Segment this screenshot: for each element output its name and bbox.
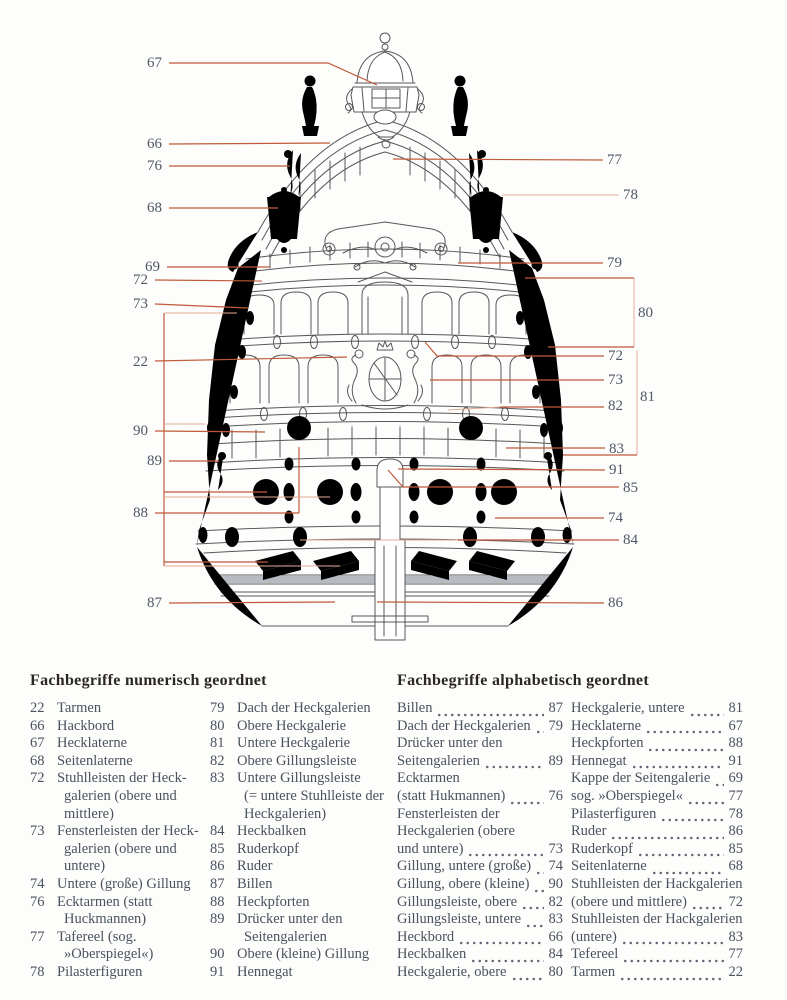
term-text: Hennegat (571, 752, 627, 769)
callout-number-79: 79 (607, 255, 622, 271)
dot-leader (631, 757, 724, 770)
alpha-entry-line (397, 964, 563, 982)
dot-leader (714, 775, 724, 788)
callout-number-77: 77 (607, 152, 622, 168)
alpha-entry-line (571, 894, 743, 912)
term-number: 74 (548, 858, 563, 875)
numeric-entry-line (30, 911, 206, 929)
term-number: 78 (30, 963, 45, 980)
dot-leader (645, 722, 724, 735)
dot-leader (621, 933, 724, 946)
term-number: 89 (210, 911, 225, 928)
term-text: Billen (237, 875, 273, 892)
term-number: 88 (210, 893, 225, 910)
leader-line-66 (169, 143, 330, 144)
dot-leader (637, 845, 724, 858)
term-text: Tefereel (571, 946, 619, 963)
term-text: Hecklaterne (571, 717, 642, 734)
term-text: Tarmen (571, 963, 616, 980)
numeric-entry-line (210, 700, 380, 718)
alpha-entry-line (571, 770, 743, 788)
term-text: Obere (kleine) Gillung (237, 946, 370, 963)
callout-number-90: 90 (133, 423, 148, 439)
term-text: Billen (397, 700, 433, 716)
term-text: Stuhlleisten der Heck- (57, 770, 187, 787)
alpha-entry-line (571, 841, 743, 859)
term-text: Ruder (571, 823, 607, 840)
term-text: (obere und mittlere) (571, 893, 687, 910)
alpha-entry-line (397, 788, 563, 806)
numeric-entry-line (210, 894, 380, 912)
term-number: 77 (728, 946, 743, 963)
term-text: sog. »Oberspiegel« (571, 787, 683, 804)
numeric-entry-line (30, 806, 206, 824)
term-text: Hennegat (237, 963, 293, 980)
term-number: 86 (210, 858, 225, 875)
callout-number-72: 72 (133, 272, 148, 288)
numeric-entry-line (210, 735, 380, 753)
alpha-entry-line (571, 964, 743, 982)
numeric-entry-line (30, 858, 206, 876)
term-text: Obere Gillungsleiste (237, 752, 357, 769)
term-text: Pilasterfiguren (571, 805, 657, 822)
term-text: Dach der Heckgalerien (237, 700, 371, 716)
alpha-entry-line (397, 753, 563, 771)
leader-line-86 (377, 602, 604, 603)
term-text: Tarmen (57, 700, 102, 716)
alpha-entry-line (571, 876, 743, 894)
numeric-entry-line (210, 858, 380, 876)
term-number: 67 (30, 735, 45, 752)
term-number: 72 (728, 893, 743, 910)
numeric-col-1 (30, 700, 206, 982)
term-number: 76 (30, 893, 45, 910)
term-number: 82 (210, 752, 225, 769)
term-text: Drücker unter den (237, 911, 343, 928)
alpha-col-2 (571, 700, 743, 982)
term-text: Gillung, obere (kleine) (397, 875, 530, 892)
dot-leader (436, 705, 544, 718)
term-text: Heckpforten (237, 893, 310, 910)
term-text: Seitengalerien (397, 752, 480, 769)
term-text: Ecktarmen (397, 770, 460, 787)
term-text: (statt Hukmannen) (397, 787, 506, 804)
dot-leader (689, 705, 724, 718)
term-text: Untere (große) Gillung (57, 875, 191, 892)
term-text: und untere) (397, 840, 464, 857)
dot-leader (521, 898, 544, 911)
term-number: 79 (548, 717, 563, 734)
term-text: Untere Gillungsleiste (237, 770, 361, 787)
alpha-entry-line (571, 823, 743, 841)
numeric-entry-line (30, 718, 206, 736)
term-text: Heckgalerie, untere (571, 700, 685, 716)
term-number: 84 (210, 823, 225, 840)
callout-number-84: 84 (623, 532, 638, 548)
term-text: Seitenlaterne (571, 858, 647, 875)
alpha-entry-line (571, 718, 743, 736)
term-number: 80 (210, 717, 225, 734)
term-text: Seitengalerien (244, 928, 327, 945)
callout-number-82: 82 (608, 398, 623, 414)
leader-line-87 (169, 602, 335, 603)
term-number: 87 (548, 700, 563, 716)
callout-number-72: 72 (608, 348, 623, 364)
numeric-entry-line (30, 823, 206, 841)
alpha-entry-line (397, 718, 563, 736)
callout-number-73: 73 (608, 372, 623, 388)
callout-number-73: 73 (133, 296, 148, 312)
term-number: 85 (728, 840, 743, 857)
callout-number-74: 74 (608, 510, 623, 526)
term-number: 22 (728, 963, 743, 980)
term-text: Drücker unter den (397, 735, 503, 752)
numeric-entry-line (30, 929, 206, 947)
numeric-entry-line (210, 841, 380, 859)
alpha-entry-line (397, 911, 563, 929)
callout-number-67: 67 (147, 55, 162, 71)
term-number: 72 (30, 770, 45, 787)
term-text: untere) (64, 858, 106, 875)
term-number: 68 (30, 752, 45, 769)
term-number: 87 (210, 875, 225, 892)
numeric-entry-line (210, 770, 380, 788)
dot-leader (691, 898, 724, 911)
callout-number-66: 66 (147, 136, 162, 152)
numeric-entry-line (210, 787, 384, 806)
term-number: 22 (30, 700, 45, 716)
term-number: 81 (728, 700, 743, 716)
term-number: 89 (548, 752, 563, 769)
term-text: Heckbalken (237, 823, 307, 840)
numeric-entry-line (30, 770, 206, 788)
numeric-entry-line (210, 718, 380, 736)
alpha-entry-line (571, 946, 743, 964)
dot-leader (511, 969, 545, 982)
term-text: Huckmannen) (64, 911, 147, 928)
term-number: 82 (548, 893, 563, 910)
term-number: 79 (210, 700, 225, 716)
numeric-col-2 (210, 700, 384, 982)
numeric-entry-line (30, 753, 206, 771)
alpha-entry-line (571, 735, 743, 753)
callout-number-85: 85 (623, 480, 638, 496)
term-text: Heckgalerie, obere (397, 963, 507, 980)
dot-leader (509, 793, 544, 806)
alpha-entry-line (397, 700, 563, 718)
term-number: 76 (548, 787, 563, 804)
alpha-col-1 (397, 700, 563, 982)
leader-line-91 (398, 469, 605, 470)
term-text: Heckgalerien) (244, 805, 327, 822)
alpha-entry-line (397, 735, 563, 753)
term-text: Ruderkopf (571, 840, 634, 857)
numeric-entry-line (210, 806, 380, 824)
numeric-list-title: Fachbegriffe numerisch geordnet (30, 672, 267, 690)
term-number: 73 (548, 840, 563, 857)
term-text: Tafereel (sog. (57, 928, 137, 945)
callout-number-76: 76 (147, 158, 162, 174)
term-text: Fensterleisten der (397, 805, 500, 822)
term-number: 66 (30, 717, 45, 734)
term-number: 83 (210, 770, 225, 787)
alpha-entry-line (397, 806, 563, 824)
numeric-entry-line (30, 894, 206, 912)
term-text: Heckbord (397, 928, 455, 945)
term-number: 83 (728, 928, 743, 945)
dot-leader (533, 881, 544, 894)
dot-leader (484, 757, 544, 770)
callout-number-91: 91 (609, 462, 624, 478)
term-number: 81 (210, 735, 225, 752)
numeric-entry-line (30, 876, 206, 894)
term-text: galerien (obere und (64, 840, 177, 857)
term-number: 90 (210, 946, 225, 963)
alpha-entry-line (397, 770, 563, 788)
term-text: Heckpforten (571, 735, 644, 752)
term-text: »Oberspiegel«) (64, 946, 154, 963)
term-number: 85 (210, 840, 225, 857)
callout-number-81: 81 (640, 389, 655, 405)
term-number: 80 (548, 963, 563, 980)
term-number: 69 (728, 770, 743, 787)
term-text: Obere Heckgalerie (237, 717, 347, 734)
callout-number-86: 86 (608, 595, 623, 611)
alpha-entry-line (397, 841, 563, 859)
dot-leader (470, 951, 544, 964)
alpha-entry-line (397, 858, 563, 876)
term-number: 77 (728, 787, 743, 804)
term-text: Kappe der Seitengalerie (571, 770, 711, 787)
term-text: (= untere Stuhlleiste der (244, 787, 384, 804)
term-text: galerien (obere und (64, 787, 177, 804)
numeric-entry-line (210, 964, 380, 982)
numeric-entry-line (30, 841, 206, 859)
term-number: 91 (210, 963, 225, 980)
callout-number-89: 89 (147, 453, 162, 469)
term-number: 88 (728, 735, 743, 752)
alpha-entry-line (571, 806, 743, 824)
numeric-entry-line (210, 876, 380, 894)
term-text: Pilasterfiguren (57, 963, 143, 980)
alpha-entry-line (571, 788, 743, 806)
term-text: mittlere) (64, 805, 114, 822)
dot-leader (647, 740, 724, 753)
callout-number-87: 87 (147, 595, 162, 611)
dot-leader (651, 863, 724, 876)
numeric-entry-line (30, 788, 206, 806)
leader-line-90 (155, 431, 265, 432)
term-text: Ruderkopf (237, 840, 300, 857)
term-number: 77 (30, 928, 45, 945)
term-number: 68 (728, 858, 743, 875)
term-text: Hackbord (57, 717, 115, 734)
leader-line-72 (155, 280, 262, 281)
numeric-entry-line (210, 753, 380, 771)
term-text: Hecklaterne (57, 735, 128, 752)
numeric-entry-line (210, 946, 380, 964)
term-text: Ruder (237, 858, 273, 875)
callout-number-78: 78 (623, 187, 638, 203)
callout-number-83: 83 (609, 441, 624, 457)
callout-number-68: 68 (147, 200, 162, 216)
term-number: 78 (728, 805, 743, 822)
dot-leader (687, 793, 724, 806)
numeric-entry-line (30, 946, 206, 964)
leader-line-67 (169, 63, 377, 85)
term-number: 86 (728, 823, 743, 840)
callout-number-80: 80 (638, 305, 653, 321)
dot-leader (535, 863, 544, 876)
dot-leader (458, 933, 544, 946)
numeric-entry-line (30, 964, 206, 982)
term-text: (untere) (571, 928, 617, 945)
callout-number-88: 88 (133, 505, 148, 521)
dot-leader (525, 916, 544, 929)
leader-line-73 (155, 304, 248, 308)
alphabetic-list-title: Fachbegriffe alphabetisch geordnet (397, 672, 649, 690)
numeric-entry-line (30, 735, 206, 753)
alpha-entry-line (397, 823, 563, 841)
term-text: Dach der Heckgalerien (397, 717, 531, 734)
alpha-entry-line (571, 700, 743, 718)
alpha-entry-line (397, 876, 563, 894)
term-text: Gillungsleiste, obere (397, 893, 518, 910)
dot-leader (660, 810, 724, 823)
leader-line-77 (393, 159, 603, 160)
term-text: Seitenlaterne (57, 752, 133, 769)
term-text: Heckgalerien (obere (397, 823, 515, 840)
term-text: Gillung, untere (große) (397, 858, 532, 875)
term-number: 91 (728, 752, 743, 769)
term-number: 73 (30, 823, 45, 840)
term-number: 74 (30, 875, 45, 892)
leader-line-72 (425, 342, 604, 356)
leader-line-22 (155, 357, 347, 361)
alpha-entry-line (397, 929, 563, 947)
term-text: Ecktarmen (statt (57, 893, 153, 910)
dot-leader (610, 828, 724, 841)
numeric-entry-line (210, 823, 380, 841)
alpha-entry-line (571, 858, 743, 876)
term-number: 67 (728, 717, 743, 734)
alpha-entry-line (571, 929, 743, 947)
dot-leader (467, 845, 544, 858)
term-text: Stuhlleisten der Hackgalerien (571, 875, 743, 892)
term-number: 90 (548, 875, 563, 892)
callout-number-69: 69 (145, 259, 160, 275)
leader-line-85 (388, 470, 619, 487)
term-number: 66 (548, 928, 563, 945)
dot-leader (619, 969, 724, 982)
term-text: Stuhlleisten der Hackgalerien (571, 911, 743, 928)
numeric-entry-line (210, 911, 380, 929)
dot-leader (622, 951, 724, 964)
term-text: Gillungsleiste, untere (397, 911, 522, 928)
term-text: Fensterleisten der Heck- (57, 823, 199, 840)
alpha-entry-line (571, 911, 743, 929)
term-number: 83 (548, 911, 563, 928)
numeric-entry-line (30, 700, 206, 718)
alpha-entry-line (397, 946, 563, 964)
callout-number-22: 22 (133, 354, 148, 370)
term-text: Heckbalken (397, 946, 467, 963)
term-number: 84 (548, 946, 563, 963)
alpha-entry-line (397, 894, 563, 912)
dot-leader (535, 722, 544, 735)
term-text: Untere Heckgalerie (237, 735, 351, 752)
numeric-entry-line (210, 929, 380, 947)
leader-line-82 (448, 407, 500, 410)
alpha-entry-line (571, 753, 743, 771)
